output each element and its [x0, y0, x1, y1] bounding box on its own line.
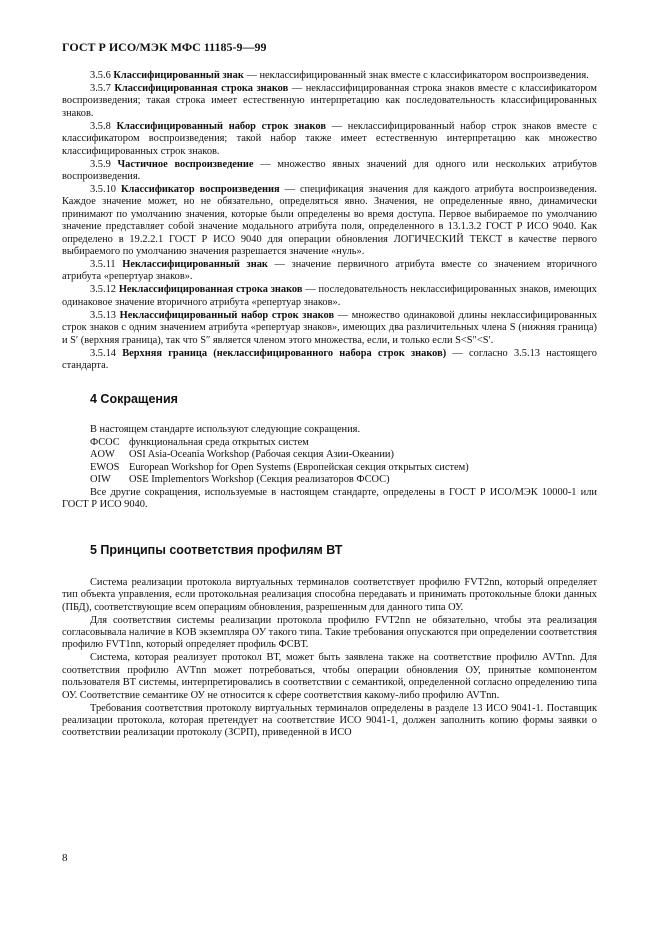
section-4-title: 4 Сокращения	[90, 391, 178, 406]
term-item	[62, 83, 597, 120]
abbreviation-description: OSI Asia-Oceania Workshop (Рабочая секция Азии-Океании)	[129, 449, 394, 461]
term-definition: — согласно 3.5.13 настоящего стандарта.	[62, 347, 597, 372]
term-name: Неклассифицированный набор строк знаков	[119, 309, 335, 321]
abbreviation-code: EWOS	[90, 461, 120, 473]
term-item	[62, 348, 597, 373]
abbreviation-row	[90, 449, 597, 461]
term-definition: — множество явных значений для одного или нескольких атрибутов воспроизведения.	[62, 158, 597, 183]
term-definition: — множество одинаковой длины неклассифицированных строк знаков с одним значением атрибута «репертуар знаков», имеющих два различительных члена S (нижняя граница) и S′ (верхняя граница), так что S″ является членом этого множества, если, и только если S<S″<S′.	[62, 309, 597, 346]
abbreviation-code: ФСОС	[90, 436, 120, 448]
term-number: 3.5.14	[90, 347, 116, 359]
abbreviation-row	[90, 462, 597, 474]
section-4-outro: Все другие сокращения, используемые в настоящем стандарте, определены в ГОСТ Р ИСО/МЭК 10000-1 или ГОСТ Р ИСО 9040.	[62, 486, 597, 510]
term-name: Классификатор воспроизведения	[120, 184, 280, 196]
term-name: Классифицированная строка знаков	[114, 83, 289, 94]
page-number: 8	[62, 852, 68, 864]
section-5-paragraph: Требования соответствия протоколу виртуальных терминалов определены в разделе 13 ИСО 9041-1. Поставщик реализации протокола, которая претендует на соответствие ИСО 9041-1, должен заполнить копию формы заявки о соответствии реализации протоколу (ЗСРП), приведенной в ИСО	[62, 702, 597, 739]
abbreviations-list	[62, 437, 597, 487]
term-definition: — последовательность неклассифицированных знаков, имеющих одинаковое значение вторичного атрибута «репертуар знаков».	[62, 284, 597, 308]
abbreviation-row	[90, 474, 597, 486]
terms-list	[62, 70, 597, 373]
term-number: 3.5.12	[90, 284, 116, 296]
term-item	[62, 70, 597, 82]
term-item	[62, 121, 597, 158]
abbreviation-row	[90, 437, 597, 449]
section-5-paragraph: Для соответствия системы реализации протокола профилю FVT2nn не обязательно, чтобы эта реализация согласовывала наличие в КОВ экземпляра ОУ такого типа. Такие требования опускаются при определении соответствия профилю FVT1nn, который определяет профиль ФСВТ.	[62, 614, 597, 651]
term-definition: — неклассифицированная строка знаков вместе с классификатором воспроизведения; такая строка имеет естественную интерпретацию как последовательность классифицированных знаков.	[62, 83, 597, 119]
term-number: 3.5.13	[90, 309, 116, 321]
term-item	[62, 284, 597, 309]
term-item	[62, 184, 597, 258]
section-5-paragraph: Система реализации протокола виртуальных терминалов соответствует профилю FVT2nn, который определяет тип объекта управления, если протокольная реализация способна передавать и принимать протокольные блоки данных (ПБД), соответствующие всем операциям обновления, разрешенным для данного типа ОУ.	[62, 576, 597, 613]
term-item	[62, 310, 597, 347]
document-header: ГОСТ Р ИСО/МЭК МФС 11185-9—99	[62, 40, 267, 54]
section-5-body	[62, 577, 597, 740]
term-item	[62, 259, 597, 284]
term-number: 3.5.10	[90, 184, 116, 196]
term-number: 3.5.7	[90, 83, 111, 94]
document-body	[62, 70, 597, 740]
term-definition: — спецификация значения для каждого атрибута воспроизведения. Каждое значение может, но не обязательно, определяться явно. Значения, не определенные явно, динамически принимают по умолчанию значения, которые были определены во время доступа. Первое выбираемое по умолчанию значение представляет собой значение модального атрибута поля, определенного в 13.1.3.2 ГОСТ Р ИСО 9040. Как определено в 19.2.2.1 ГОСТ Р ИСО 9040 для операции обновления ЛОГИЧЕСКИЙ ТЕКСТ в качестве первого выбираемого по умолчанию значения разрешается значение «нуль».	[62, 184, 597, 258]
term-definition: — значение первичного атрибута вместе со значением вторичного атрибута «репертуар знаков».	[62, 259, 597, 283]
term-number: 3.5.9	[90, 158, 111, 170]
term-definition: — неклассифицированный знак вместе с классификатором воспроизведения.	[243, 70, 589, 81]
abbreviation-description: European Workshop for Open Systems (Европейская секция открытых систем)	[129, 461, 469, 473]
term-name: Классифицированный знак	[113, 70, 244, 81]
section-4-intro: В настоящем стандарте используют следующие сокращения.	[90, 423, 361, 435]
term-number: 3.5.11	[90, 259, 116, 271]
term-number: 3.5.8	[90, 120, 111, 132]
section-5-title: 5 Принципы соответствия профилям ВТ	[90, 543, 343, 558]
term-name: Частичное воспроизведение	[117, 158, 254, 170]
abbreviation-description: функциональная среда открытых систем	[129, 436, 309, 448]
term-number: 3.5.6	[90, 70, 111, 81]
term-name: Верхняя граница (неклассифицированного набора строк знаков)	[122, 347, 447, 359]
abbreviation-code: OIW	[90, 474, 111, 486]
term-name: Классифицированный набор строк знаков	[116, 120, 326, 132]
abbreviation-description: OSE Implementors Workshop (Секция реализаторов ФСОС)	[129, 474, 390, 486]
term-name: Неклассифицированный знак	[122, 259, 268, 271]
term-item	[62, 159, 597, 184]
section-5-paragraph: Система, которая реализует протокол ВТ, может быть заявлена также на соответствие профилю AVTnn. Для соответствия профилю AVTnn может потребоваться, чтобы операции обновления ОУ, принятые компонентом пользователя ВТ системы, интерпретировались в соответствии с семантикой, определенной согласно определению типа ОУ. Соответствие семантике ОУ не относится к сфере соответствия какому-либо профилю AVTnn.	[62, 652, 597, 701]
term-definition: — неклассифицированный набор строк знаков вместе с классификатором воспроизведения; такой набор также имеет естественную интерпретацию как множество классифицированных строк знаков.	[62, 120, 597, 157]
term-name: Неклассифицированная строка знаков	[118, 284, 303, 296]
abbreviation-code: AOW	[90, 449, 115, 461]
